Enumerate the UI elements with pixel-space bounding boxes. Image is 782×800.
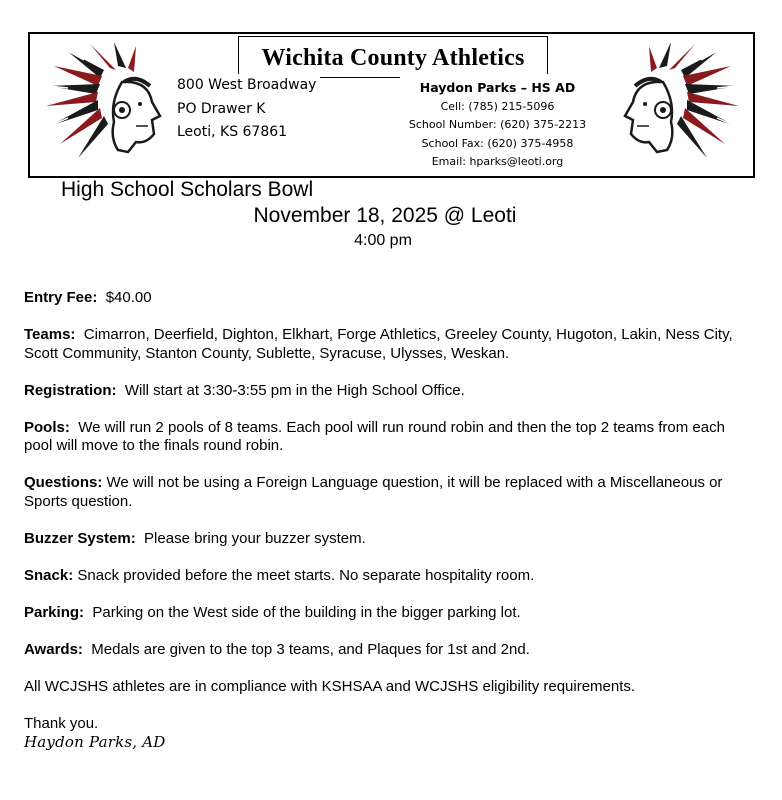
section-text: $40.00: [105, 289, 152, 306]
section-label: Entry Fee:: [24, 289, 98, 306]
athletic-director-name: Haydon Parks – HS AD: [419, 80, 576, 95]
address-line: 800 West Broadway: [177, 77, 317, 93]
address-line: PO Drawer K: [177, 100, 266, 117]
section-text: We will not be using a Foreign Language question, it will be replaced with a Miscellaneous or Sports question.: [24, 474, 723, 510]
address-line: Leoti, KS 67861: [177, 124, 288, 140]
section-text: Snack provided before the meet starts. No separate hospitality room.: [77, 566, 535, 584]
snack-paragraph: [24, 567, 754, 586]
school-fax: School Fax: (620) 375-4958: [421, 136, 574, 150]
section-label: Pools:: [24, 418, 70, 436]
indian-headdress-logo-left: [44, 42, 169, 166]
indian-headdress-logo-right: [616, 42, 741, 166]
pools-paragraph: [24, 419, 754, 456]
event-date: November 18, 2025 @ Leoti: [253, 204, 517, 227]
signature: Haydon Parks, AD: [24, 733, 166, 751]
parking-paragraph: [24, 604, 754, 623]
section-text: Cimarron, Deerfield, Dighton, Elkhart, Forge Athletics, Greeley County, Hugoton, Lakin, Ness City, Scott Community, Stanton County, Sublette, Syracuse, Ulysses, Weskan.: [24, 326, 733, 362]
email: Email: hparks@leoti.org: [431, 155, 564, 168]
entry-fee-paragraph: [24, 289, 754, 308]
event-name: High School Scholars Bowl: [61, 178, 314, 201]
mailing-address: [177, 74, 316, 145]
section-text: Please bring your buzzer system.: [144, 529, 366, 547]
school-number: School Number: (620) 375-2213: [408, 118, 587, 131]
awards-paragraph: [24, 641, 754, 660]
event-time: 4:00 pm: [354, 232, 412, 249]
cell-phone: Cell: (785) 215-5096: [440, 99, 555, 113]
compliance-statement: All WCJSHS athletes are in compliance with KSHSAA and WCJSHS eligibility requirements.: [24, 677, 636, 695]
teams-paragraph: [24, 326, 754, 363]
section-label: Snack:: [24, 566, 74, 584]
section-text: Parking on the West side of the building in the bigger parking lot.: [92, 603, 521, 621]
letterhead: [28, 32, 755, 178]
section-label: Questions:: [24, 474, 103, 491]
buzzer-system-paragraph: [24, 530, 754, 549]
section-label: Buzzer System:: [24, 529, 136, 547]
document-body: [24, 289, 754, 752]
section-text: Will start at 3:30-3:55 pm in the High School Office.: [124, 381, 465, 399]
organization-title: Wichita County Athletics: [261, 45, 525, 71]
questions-paragraph: [24, 474, 754, 511]
title-underline: [320, 77, 400, 78]
section-label: Parking:: [24, 603, 85, 621]
closing-line: Thank you.: [24, 714, 99, 732]
ad-contact-block: [400, 79, 595, 172]
section-text: Medals are given to the top 3 teams, and Plaques for 1st and 2nd.: [91, 640, 530, 658]
section-label: Awards:: [24, 640, 83, 658]
registration-paragraph: [24, 382, 754, 401]
section-label: Registration:: [24, 381, 117, 399]
section-text: We will run 2 pools of 8 teams. Each pool will run round robin and then the top 2 teams from each pool will move to the finals round robin.: [24, 418, 725, 454]
title-box: [238, 36, 548, 74]
section-label: Teams:: [24, 326, 76, 343]
